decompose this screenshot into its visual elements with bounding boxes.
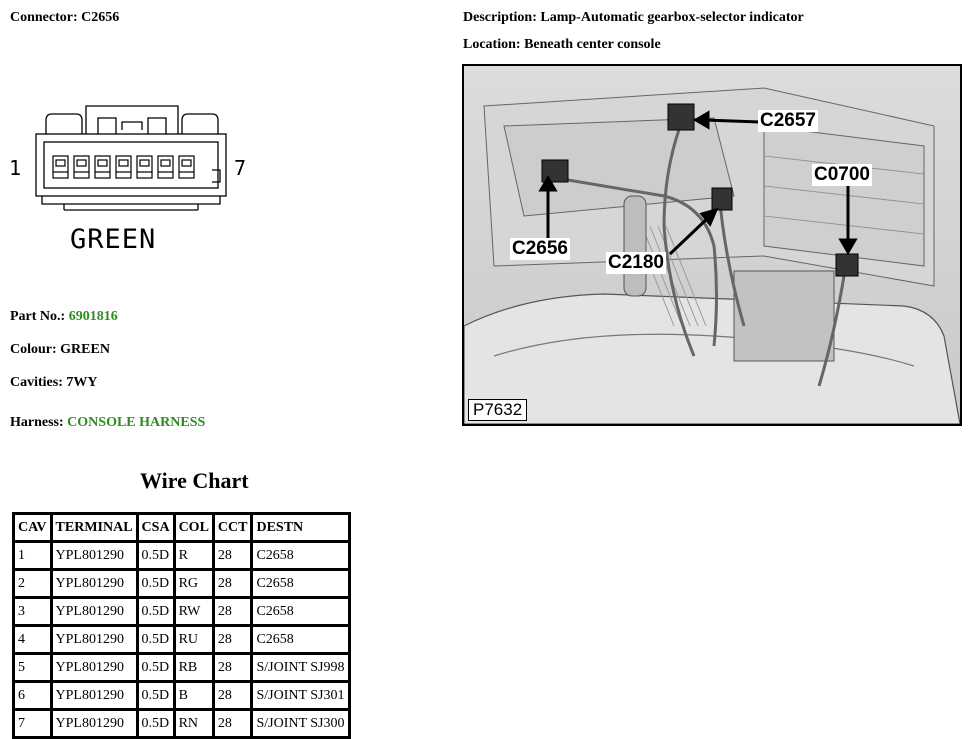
table-cell: 0.5D	[137, 710, 174, 738]
table-cell: RU	[174, 626, 213, 654]
table-cell: RG	[174, 570, 213, 598]
table-cell: YPL801290	[51, 570, 137, 598]
colour-line: Colour: GREEN	[10, 342, 110, 357]
table-cell: YPL801290	[51, 682, 137, 710]
table-row	[14, 654, 350, 682]
wire-chart-title: Wire Chart	[140, 468, 249, 493]
connector-heading: Connector: C2656	[10, 10, 120, 25]
table-cell: 4	[14, 626, 52, 654]
table-cell: 2	[14, 570, 52, 598]
column-header: CCT	[213, 514, 252, 542]
table-header-row	[14, 514, 350, 542]
table-cell: YPL801290	[51, 654, 137, 682]
table-cell: 0.5D	[137, 626, 174, 654]
table-row	[14, 626, 350, 654]
harness-line: Harness: CONSOLE HARNESS	[10, 415, 206, 430]
table-cell: C2658	[252, 626, 349, 654]
part-number: Part No.: 6901816	[10, 309, 118, 324]
connector-colour-caption: GREEN	[70, 224, 157, 255]
table-cell: 28	[213, 570, 252, 598]
column-header: CSA	[137, 514, 174, 542]
location-illustration	[462, 64, 962, 426]
table-cell: YPL801290	[51, 542, 137, 570]
table-cell: RN	[174, 710, 213, 738]
callout-c2656: C2656	[512, 238, 568, 259]
callout-c2657: C2657	[760, 110, 816, 131]
table-cell: 1	[14, 542, 52, 570]
description-heading: Description: Lamp-Automatic gearbox-selector indicator	[463, 10, 804, 25]
column-header: TERMINAL	[51, 514, 137, 542]
illustration-code: P7632	[468, 399, 527, 421]
connector-face-icon	[28, 100, 234, 212]
table-row	[14, 542, 350, 570]
table-cell: S/JOINT SJ300	[252, 710, 349, 738]
table-cell: RB	[174, 654, 213, 682]
callout-c0700: C0700	[814, 164, 870, 185]
table-cell: 0.5D	[137, 542, 174, 570]
callout-c2180: C2180	[608, 252, 664, 273]
table-cell: RW	[174, 598, 213, 626]
table-cell: 28	[213, 710, 252, 738]
location-heading: Location: Beneath center console	[463, 37, 661, 52]
table-cell: 0.5D	[137, 598, 174, 626]
table-cell: B	[174, 682, 213, 710]
table-row	[14, 682, 350, 710]
cavities-line: Cavities: 7WY	[10, 375, 98, 390]
table-cell: S/JOINT SJ998	[252, 654, 349, 682]
table-cell: C2658	[252, 542, 349, 570]
table-cell: YPL801290	[51, 710, 137, 738]
table-cell: C2658	[252, 570, 349, 598]
table-cell: 5	[14, 654, 52, 682]
table-cell: 0.5D	[137, 570, 174, 598]
table-row	[14, 598, 350, 626]
pin-last-label: 7	[234, 156, 247, 180]
table-cell: YPL801290	[51, 598, 137, 626]
table-cell: 28	[213, 626, 252, 654]
column-header: COL	[174, 514, 213, 542]
column-header: CAV	[14, 514, 52, 542]
table-cell: YPL801290	[51, 626, 137, 654]
table-row	[14, 570, 350, 598]
table-cell: 28	[213, 542, 252, 570]
wire-chart-table	[12, 512, 351, 739]
table-cell: 0.5D	[137, 682, 174, 710]
table-row	[14, 710, 350, 738]
table-cell: 0.5D	[137, 654, 174, 682]
table-cell: R	[174, 542, 213, 570]
table-cell: 7	[14, 710, 52, 738]
pin-first-label: 1	[9, 156, 22, 180]
table-cell: C2658	[252, 598, 349, 626]
table-cell: 28	[213, 654, 252, 682]
table-cell: 28	[213, 682, 252, 710]
table-cell: 28	[213, 598, 252, 626]
table-cell: 3	[14, 598, 52, 626]
column-header: DESTN	[252, 514, 349, 542]
table-cell: S/JOINT SJ301	[252, 682, 349, 710]
table-cell: 6	[14, 682, 52, 710]
